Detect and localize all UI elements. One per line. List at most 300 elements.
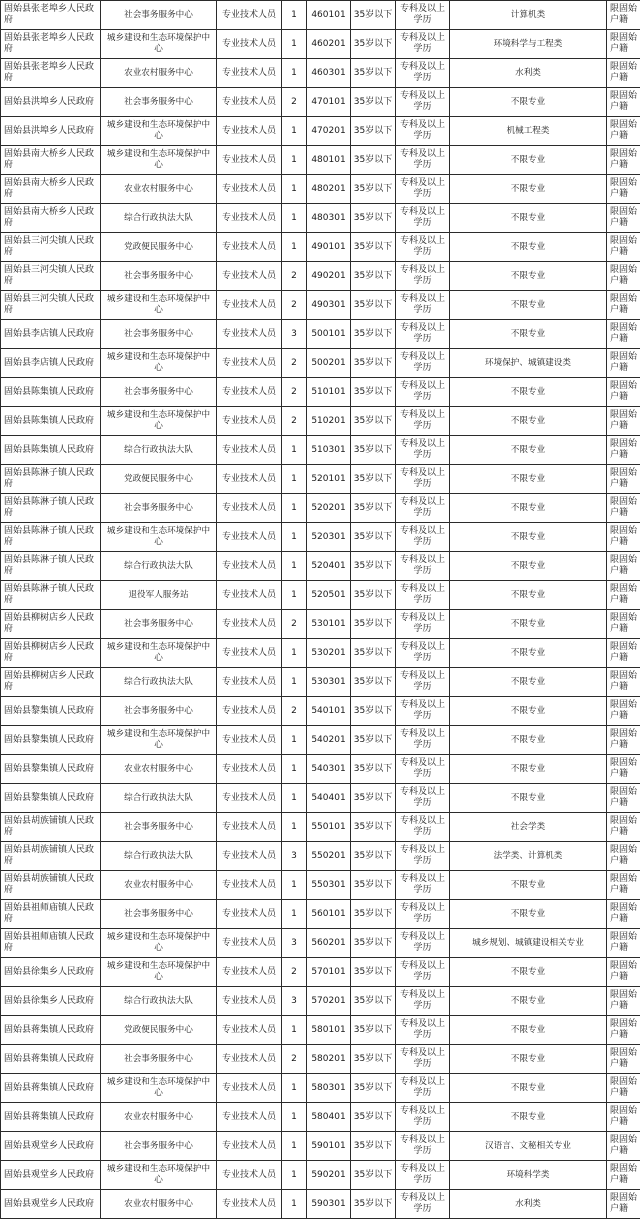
employer-cell: 固始县柳树店乡人民政府 bbox=[1, 610, 101, 639]
hukou-cell: 限固始户籍 bbox=[607, 88, 640, 117]
table-row bbox=[1, 407, 640, 436]
hukou-cell: 限固始户籍 bbox=[607, 465, 640, 494]
position-code-cell: 550101 bbox=[307, 813, 351, 842]
education-cell: 专科及以上学历 bbox=[396, 262, 450, 291]
education-cell: 专科及以上学历 bbox=[396, 291, 450, 320]
education-cell: 专科及以上学历 bbox=[396, 175, 450, 204]
position-type-cell: 专业技术人员 bbox=[217, 320, 282, 349]
education-cell: 专科及以上学历 bbox=[396, 958, 450, 987]
age-limit-cell: 35岁以下 bbox=[351, 320, 396, 349]
major-cell: 不限专业 bbox=[450, 581, 607, 610]
table-row bbox=[1, 59, 640, 88]
headcount-cell: 2 bbox=[282, 88, 307, 117]
major-cell: 水利类 bbox=[450, 59, 607, 88]
department-cell: 农业农村服务中心 bbox=[101, 59, 217, 88]
employer-cell: 固始县祖师庙镇人民政府 bbox=[1, 900, 101, 929]
employer-cell: 固始县观堂乡人民政府 bbox=[1, 1190, 101, 1219]
education-cell: 专科及以上学历 bbox=[396, 1045, 450, 1074]
department-cell: 综合行政执法大队 bbox=[101, 668, 217, 697]
employer-cell: 固始县张老埠乡人民政府 bbox=[1, 1, 101, 30]
hukou-cell: 限固始户籍 bbox=[607, 233, 640, 262]
headcount-cell: 1 bbox=[282, 900, 307, 929]
major-cell: 不限专业 bbox=[450, 204, 607, 233]
position-type-cell: 专业技术人员 bbox=[217, 407, 282, 436]
hukou-cell: 限固始户籍 bbox=[607, 494, 640, 523]
employer-cell: 固始县胡族铺镇人民政府 bbox=[1, 842, 101, 871]
table-row bbox=[1, 1074, 640, 1103]
education-cell: 专科及以上学历 bbox=[396, 1190, 450, 1219]
headcount-cell: 1 bbox=[282, 668, 307, 697]
position-code-cell: 510101 bbox=[307, 378, 351, 407]
hukou-cell: 限固始户籍 bbox=[607, 1103, 640, 1132]
position-code-cell: 490101 bbox=[307, 233, 351, 262]
position-type-cell: 专业技术人员 bbox=[217, 987, 282, 1016]
major-cell: 不限专业 bbox=[450, 552, 607, 581]
table-row bbox=[1, 813, 640, 842]
education-cell: 专科及以上学历 bbox=[396, 1074, 450, 1103]
department-cell: 城乡建设和生态环境保护中心 bbox=[101, 407, 217, 436]
position-type-cell: 专业技术人员 bbox=[217, 349, 282, 378]
employer-cell: 固始县张老埠乡人民政府 bbox=[1, 30, 101, 59]
position-code-cell: 530101 bbox=[307, 610, 351, 639]
major-cell: 不限专业 bbox=[450, 755, 607, 784]
age-limit-cell: 35岁以下 bbox=[351, 726, 396, 755]
age-limit-cell: 35岁以下 bbox=[351, 610, 396, 639]
position-code-cell: 470201 bbox=[307, 117, 351, 146]
table-row bbox=[1, 175, 640, 204]
position-code-cell: 570201 bbox=[307, 987, 351, 1016]
position-type-cell: 专业技术人员 bbox=[217, 610, 282, 639]
major-cell: 不限专业 bbox=[450, 639, 607, 668]
education-cell: 专科及以上学历 bbox=[396, 987, 450, 1016]
position-type-cell: 专业技术人员 bbox=[217, 871, 282, 900]
headcount-cell: 1 bbox=[282, 465, 307, 494]
department-cell: 社会事务服务中心 bbox=[101, 320, 217, 349]
headcount-cell: 1 bbox=[282, 552, 307, 581]
age-limit-cell: 35岁以下 bbox=[351, 204, 396, 233]
department-cell: 社会事务服务中心 bbox=[101, 900, 217, 929]
education-cell: 专科及以上学历 bbox=[396, 523, 450, 552]
position-code-cell: 490301 bbox=[307, 291, 351, 320]
education-cell: 专科及以上学历 bbox=[396, 378, 450, 407]
hukou-cell: 限固始户籍 bbox=[607, 523, 640, 552]
position-type-cell: 专业技术人员 bbox=[217, 1103, 282, 1132]
headcount-cell: 1 bbox=[282, 436, 307, 465]
table-row bbox=[1, 581, 640, 610]
employer-cell: 固始县观堂乡人民政府 bbox=[1, 1132, 101, 1161]
position-code-cell: 480201 bbox=[307, 175, 351, 204]
headcount-cell: 1 bbox=[282, 175, 307, 204]
position-type-cell: 专业技术人员 bbox=[217, 262, 282, 291]
major-cell: 不限专业 bbox=[450, 726, 607, 755]
hukou-cell: 限固始户籍 bbox=[607, 813, 640, 842]
department-cell: 党政便民服务中心 bbox=[101, 465, 217, 494]
major-cell: 不限专业 bbox=[450, 320, 607, 349]
position-type-cell: 专业技术人员 bbox=[217, 204, 282, 233]
employer-cell: 固始县三河尖镇人民政府 bbox=[1, 233, 101, 262]
employer-cell: 固始县陈集镇人民政府 bbox=[1, 407, 101, 436]
position-type-cell: 专业技术人员 bbox=[217, 697, 282, 726]
headcount-cell: 1 bbox=[282, 204, 307, 233]
position-code-cell: 550301 bbox=[307, 871, 351, 900]
age-limit-cell: 35岁以下 bbox=[351, 88, 396, 117]
table-row bbox=[1, 378, 640, 407]
department-cell: 农业农村服务中心 bbox=[101, 175, 217, 204]
hukou-cell: 限固始户籍 bbox=[607, 668, 640, 697]
headcount-cell: 1 bbox=[282, 1074, 307, 1103]
major-cell: 社会学类 bbox=[450, 813, 607, 842]
headcount-cell: 1 bbox=[282, 494, 307, 523]
hukou-cell: 限固始户籍 bbox=[607, 1190, 640, 1219]
employer-cell: 固始县柳树店乡人民政府 bbox=[1, 668, 101, 697]
major-cell: 环境保护、城镇建设类 bbox=[450, 349, 607, 378]
hukou-cell: 限固始户籍 bbox=[607, 1132, 640, 1161]
position-type-cell: 专业技术人员 bbox=[217, 929, 282, 958]
department-cell: 城乡建设和生态环境保护中心 bbox=[101, 30, 217, 59]
table-row bbox=[1, 639, 640, 668]
department-cell: 城乡建设和生态环境保护中心 bbox=[101, 349, 217, 378]
major-cell: 不限专业 bbox=[450, 465, 607, 494]
headcount-cell: 2 bbox=[282, 958, 307, 987]
table-row bbox=[1, 465, 640, 494]
major-cell: 不限专业 bbox=[450, 1103, 607, 1132]
employer-cell: 固始县观堂乡人民政府 bbox=[1, 1161, 101, 1190]
education-cell: 专科及以上学历 bbox=[396, 1161, 450, 1190]
major-cell: 不限专业 bbox=[450, 958, 607, 987]
age-limit-cell: 35岁以下 bbox=[351, 900, 396, 929]
major-cell: 法学类、计算机类 bbox=[450, 842, 607, 871]
education-cell: 专科及以上学历 bbox=[396, 842, 450, 871]
position-type-cell: 专业技术人员 bbox=[217, 30, 282, 59]
department-cell: 社会事务服务中心 bbox=[101, 378, 217, 407]
position-code-cell: 480301 bbox=[307, 204, 351, 233]
education-cell: 专科及以上学历 bbox=[396, 30, 450, 59]
age-limit-cell: 35岁以下 bbox=[351, 146, 396, 175]
department-cell: 农业农村服务中心 bbox=[101, 1190, 217, 1219]
employer-cell: 固始县陈淋子镇人民政府 bbox=[1, 523, 101, 552]
education-cell: 专科及以上学历 bbox=[396, 59, 450, 88]
employer-cell: 固始县李店镇人民政府 bbox=[1, 349, 101, 378]
headcount-cell: 1 bbox=[282, 523, 307, 552]
headcount-cell: 2 bbox=[282, 1045, 307, 1074]
position-type-cell: 专业技术人员 bbox=[217, 900, 282, 929]
employer-cell: 固始县徐集乡人民政府 bbox=[1, 958, 101, 987]
education-cell: 专科及以上学历 bbox=[396, 88, 450, 117]
education-cell: 专科及以上学历 bbox=[396, 784, 450, 813]
table-row bbox=[1, 929, 640, 958]
education-cell: 专科及以上学历 bbox=[396, 900, 450, 929]
department-cell: 农业农村服务中心 bbox=[101, 1103, 217, 1132]
employer-cell: 固始县张老埠乡人民政府 bbox=[1, 59, 101, 88]
position-type-cell: 专业技术人员 bbox=[217, 88, 282, 117]
position-code-cell: 510201 bbox=[307, 407, 351, 436]
hukou-cell: 限固始户籍 bbox=[607, 117, 640, 146]
headcount-cell: 3 bbox=[282, 987, 307, 1016]
employer-cell: 固始县蒋集镇人民政府 bbox=[1, 1074, 101, 1103]
position-code-cell: 580201 bbox=[307, 1045, 351, 1074]
education-cell: 专科及以上学历 bbox=[396, 407, 450, 436]
hukou-cell: 限固始户籍 bbox=[607, 407, 640, 436]
age-limit-cell: 35岁以下 bbox=[351, 175, 396, 204]
major-cell: 不限专业 bbox=[450, 291, 607, 320]
hukou-cell: 限固始户籍 bbox=[607, 262, 640, 291]
position-type-cell: 专业技术人员 bbox=[217, 784, 282, 813]
headcount-cell: 3 bbox=[282, 320, 307, 349]
position-type-cell: 专业技术人员 bbox=[217, 552, 282, 581]
position-type-cell: 专业技术人员 bbox=[217, 581, 282, 610]
employer-cell: 固始县柳树店乡人民政府 bbox=[1, 639, 101, 668]
table-row bbox=[1, 291, 640, 320]
department-cell: 城乡建设和生态环境保护中心 bbox=[101, 1074, 217, 1103]
education-cell: 专科及以上学历 bbox=[396, 813, 450, 842]
position-code-cell: 460201 bbox=[307, 30, 351, 59]
age-limit-cell: 35岁以下 bbox=[351, 523, 396, 552]
education-cell: 专科及以上学历 bbox=[396, 1132, 450, 1161]
hukou-cell: 限固始户籍 bbox=[607, 436, 640, 465]
department-cell: 城乡建设和生态环境保护中心 bbox=[101, 929, 217, 958]
department-cell: 社会事务服务中心 bbox=[101, 494, 217, 523]
major-cell: 不限专业 bbox=[450, 1045, 607, 1074]
table-body bbox=[1, 1, 640, 1219]
employer-cell: 固始县陈集镇人民政府 bbox=[1, 436, 101, 465]
position-type-cell: 专业技术人员 bbox=[217, 726, 282, 755]
position-code-cell: 560101 bbox=[307, 900, 351, 929]
age-limit-cell: 35岁以下 bbox=[351, 262, 396, 291]
major-cell: 不限专业 bbox=[450, 900, 607, 929]
hukou-cell: 限固始户籍 bbox=[607, 726, 640, 755]
age-limit-cell: 35岁以下 bbox=[351, 233, 396, 262]
major-cell: 不限专业 bbox=[450, 175, 607, 204]
table-row bbox=[1, 320, 640, 349]
hukou-cell: 限固始户籍 bbox=[607, 30, 640, 59]
major-cell: 不限专业 bbox=[450, 436, 607, 465]
education-cell: 专科及以上学历 bbox=[396, 1103, 450, 1132]
headcount-cell: 1 bbox=[282, 1016, 307, 1045]
position-code-cell: 540301 bbox=[307, 755, 351, 784]
department-cell: 城乡建设和生态环境保护中心 bbox=[101, 117, 217, 146]
age-limit-cell: 35岁以下 bbox=[351, 1, 396, 30]
table-row bbox=[1, 146, 640, 175]
table-row bbox=[1, 697, 640, 726]
age-limit-cell: 35岁以下 bbox=[351, 1132, 396, 1161]
major-cell: 不限专业 bbox=[450, 146, 607, 175]
age-limit-cell: 35岁以下 bbox=[351, 958, 396, 987]
department-cell: 城乡建设和生态环境保护中心 bbox=[101, 1161, 217, 1190]
employer-cell: 固始县蒋集镇人民政府 bbox=[1, 1045, 101, 1074]
position-type-cell: 专业技术人员 bbox=[217, 639, 282, 668]
position-code-cell: 580301 bbox=[307, 1074, 351, 1103]
department-cell: 社会事务服务中心 bbox=[101, 262, 217, 291]
position-type-cell: 专业技术人员 bbox=[217, 1016, 282, 1045]
employer-cell: 固始县三河尖镇人民政府 bbox=[1, 262, 101, 291]
position-code-cell: 590201 bbox=[307, 1161, 351, 1190]
position-code-cell: 560201 bbox=[307, 929, 351, 958]
position-code-cell: 540401 bbox=[307, 784, 351, 813]
department-cell: 社会事务服务中心 bbox=[101, 1045, 217, 1074]
major-cell: 不限专业 bbox=[450, 987, 607, 1016]
employer-cell: 固始县蒋集镇人民政府 bbox=[1, 1016, 101, 1045]
major-cell: 不限专业 bbox=[450, 233, 607, 262]
table-row bbox=[1, 1, 640, 30]
major-cell: 不限专业 bbox=[450, 610, 607, 639]
headcount-cell: 1 bbox=[282, 784, 307, 813]
employer-cell: 固始县徐集乡人民政府 bbox=[1, 987, 101, 1016]
headcount-cell: 1 bbox=[282, 813, 307, 842]
major-cell: 不限专业 bbox=[450, 523, 607, 552]
table-row bbox=[1, 1016, 640, 1045]
hukou-cell: 限固始户籍 bbox=[607, 378, 640, 407]
table-row bbox=[1, 784, 640, 813]
department-cell: 退役军人服务站 bbox=[101, 581, 217, 610]
hukou-cell: 限固始户籍 bbox=[607, 900, 640, 929]
employer-cell: 固始县黎集镇人民政府 bbox=[1, 697, 101, 726]
hukou-cell: 限固始户籍 bbox=[607, 871, 640, 900]
age-limit-cell: 35岁以下 bbox=[351, 697, 396, 726]
headcount-cell: 1 bbox=[282, 755, 307, 784]
employer-cell: 固始县李店镇人民政府 bbox=[1, 320, 101, 349]
department-cell: 综合行政执法大队 bbox=[101, 784, 217, 813]
age-limit-cell: 35岁以下 bbox=[351, 1161, 396, 1190]
table-row bbox=[1, 117, 640, 146]
major-cell: 城乡规划、城镇建设相关专业 bbox=[450, 929, 607, 958]
major-cell: 环境科学与工程类 bbox=[450, 30, 607, 59]
headcount-cell: 1 bbox=[282, 30, 307, 59]
employer-cell: 固始县三河尖镇人民政府 bbox=[1, 291, 101, 320]
position-code-cell: 540101 bbox=[307, 697, 351, 726]
major-cell: 环境科学类 bbox=[450, 1161, 607, 1190]
position-code-cell: 520101 bbox=[307, 465, 351, 494]
education-cell: 专科及以上学历 bbox=[396, 552, 450, 581]
department-cell: 社会事务服务中心 bbox=[101, 1132, 217, 1161]
headcount-cell: 1 bbox=[282, 233, 307, 262]
headcount-cell: 1 bbox=[282, 1132, 307, 1161]
department-cell: 农业农村服务中心 bbox=[101, 755, 217, 784]
major-cell: 不限专业 bbox=[450, 784, 607, 813]
table-row bbox=[1, 1132, 640, 1161]
age-limit-cell: 35岁以下 bbox=[351, 117, 396, 146]
employer-cell: 固始县胡族铺镇人民政府 bbox=[1, 813, 101, 842]
position-type-cell: 专业技术人员 bbox=[217, 291, 282, 320]
age-limit-cell: 35岁以下 bbox=[351, 30, 396, 59]
department-cell: 综合行政执法大队 bbox=[101, 204, 217, 233]
position-type-cell: 专业技术人员 bbox=[217, 233, 282, 262]
headcount-cell: 2 bbox=[282, 378, 307, 407]
table-row bbox=[1, 494, 640, 523]
major-cell: 不限专业 bbox=[450, 378, 607, 407]
education-cell: 专科及以上学历 bbox=[396, 668, 450, 697]
table-row bbox=[1, 523, 640, 552]
position-type-cell: 专业技术人员 bbox=[217, 1190, 282, 1219]
department-cell: 城乡建设和生态环境保护中心 bbox=[101, 146, 217, 175]
table-row bbox=[1, 1103, 640, 1132]
position-type-cell: 专业技术人员 bbox=[217, 1074, 282, 1103]
position-type-cell: 专业技术人员 bbox=[217, 465, 282, 494]
department-cell: 社会事务服务中心 bbox=[101, 813, 217, 842]
department-cell: 综合行政执法大队 bbox=[101, 987, 217, 1016]
education-cell: 专科及以上学历 bbox=[396, 1016, 450, 1045]
hukou-cell: 限固始户籍 bbox=[607, 697, 640, 726]
table-row bbox=[1, 900, 640, 929]
table-row bbox=[1, 958, 640, 987]
hukou-cell: 限固始户籍 bbox=[607, 610, 640, 639]
hukou-cell: 限固始户籍 bbox=[607, 755, 640, 784]
age-limit-cell: 35岁以下 bbox=[351, 465, 396, 494]
education-cell: 专科及以上学历 bbox=[396, 929, 450, 958]
employer-cell: 固始县蒋集镇人民政府 bbox=[1, 1103, 101, 1132]
major-cell: 不限专业 bbox=[450, 1016, 607, 1045]
department-cell: 社会事务服务中心 bbox=[101, 88, 217, 117]
department-cell: 综合行政执法大队 bbox=[101, 842, 217, 871]
position-type-cell: 专业技术人员 bbox=[217, 1132, 282, 1161]
position-code-cell: 500101 bbox=[307, 320, 351, 349]
headcount-cell: 1 bbox=[282, 117, 307, 146]
major-cell: 水利类 bbox=[450, 1190, 607, 1219]
position-type-cell: 专业技术人员 bbox=[217, 1045, 282, 1074]
table-row bbox=[1, 1161, 640, 1190]
position-type-cell: 专业技术人员 bbox=[217, 59, 282, 88]
major-cell: 不限专业 bbox=[450, 697, 607, 726]
headcount-cell: 1 bbox=[282, 146, 307, 175]
position-code-cell: 590301 bbox=[307, 1190, 351, 1219]
age-limit-cell: 35岁以下 bbox=[351, 436, 396, 465]
position-type-cell: 专业技术人员 bbox=[217, 842, 282, 871]
table-row bbox=[1, 262, 640, 291]
hukou-cell: 限固始户籍 bbox=[607, 291, 640, 320]
position-type-cell: 专业技术人员 bbox=[217, 523, 282, 552]
age-limit-cell: 35岁以下 bbox=[351, 581, 396, 610]
position-type-cell: 专业技术人员 bbox=[217, 117, 282, 146]
age-limit-cell: 35岁以下 bbox=[351, 1016, 396, 1045]
education-cell: 专科及以上学历 bbox=[396, 436, 450, 465]
education-cell: 专科及以上学历 bbox=[396, 610, 450, 639]
position-code-cell: 500201 bbox=[307, 349, 351, 378]
hukou-cell: 限固始户籍 bbox=[607, 552, 640, 581]
headcount-cell: 1 bbox=[282, 59, 307, 88]
position-code-cell: 520401 bbox=[307, 552, 351, 581]
age-limit-cell: 35岁以下 bbox=[351, 378, 396, 407]
employer-cell: 固始县南大桥乡人民政府 bbox=[1, 146, 101, 175]
headcount-cell: 1 bbox=[282, 726, 307, 755]
table-row bbox=[1, 871, 640, 900]
education-cell: 专科及以上学历 bbox=[396, 349, 450, 378]
education-cell: 专科及以上学历 bbox=[396, 871, 450, 900]
position-type-cell: 专业技术人员 bbox=[217, 494, 282, 523]
headcount-cell: 3 bbox=[282, 842, 307, 871]
department-cell: 城乡建设和生态环境保护中心 bbox=[101, 958, 217, 987]
age-limit-cell: 35岁以下 bbox=[351, 494, 396, 523]
department-cell: 综合行政执法大队 bbox=[101, 552, 217, 581]
position-code-cell: 540201 bbox=[307, 726, 351, 755]
hukou-cell: 限固始户籍 bbox=[607, 204, 640, 233]
position-code-cell: 580401 bbox=[307, 1103, 351, 1132]
major-cell: 计算机类 bbox=[450, 1, 607, 30]
position-code-cell: 520201 bbox=[307, 494, 351, 523]
age-limit-cell: 35岁以下 bbox=[351, 842, 396, 871]
age-limit-cell: 35岁以下 bbox=[351, 407, 396, 436]
age-limit-cell: 35岁以下 bbox=[351, 639, 396, 668]
hukou-cell: 限固始户籍 bbox=[607, 1, 640, 30]
position-code-cell: 520501 bbox=[307, 581, 351, 610]
education-cell: 专科及以上学历 bbox=[396, 494, 450, 523]
age-limit-cell: 35岁以下 bbox=[351, 929, 396, 958]
table-row bbox=[1, 552, 640, 581]
education-cell: 专科及以上学历 bbox=[396, 581, 450, 610]
department-cell: 党政便民服务中心 bbox=[101, 1016, 217, 1045]
hukou-cell: 限固始户籍 bbox=[607, 784, 640, 813]
position-code-cell: 530301 bbox=[307, 668, 351, 697]
department-cell: 农业农村服务中心 bbox=[101, 871, 217, 900]
table-row bbox=[1, 1045, 640, 1074]
